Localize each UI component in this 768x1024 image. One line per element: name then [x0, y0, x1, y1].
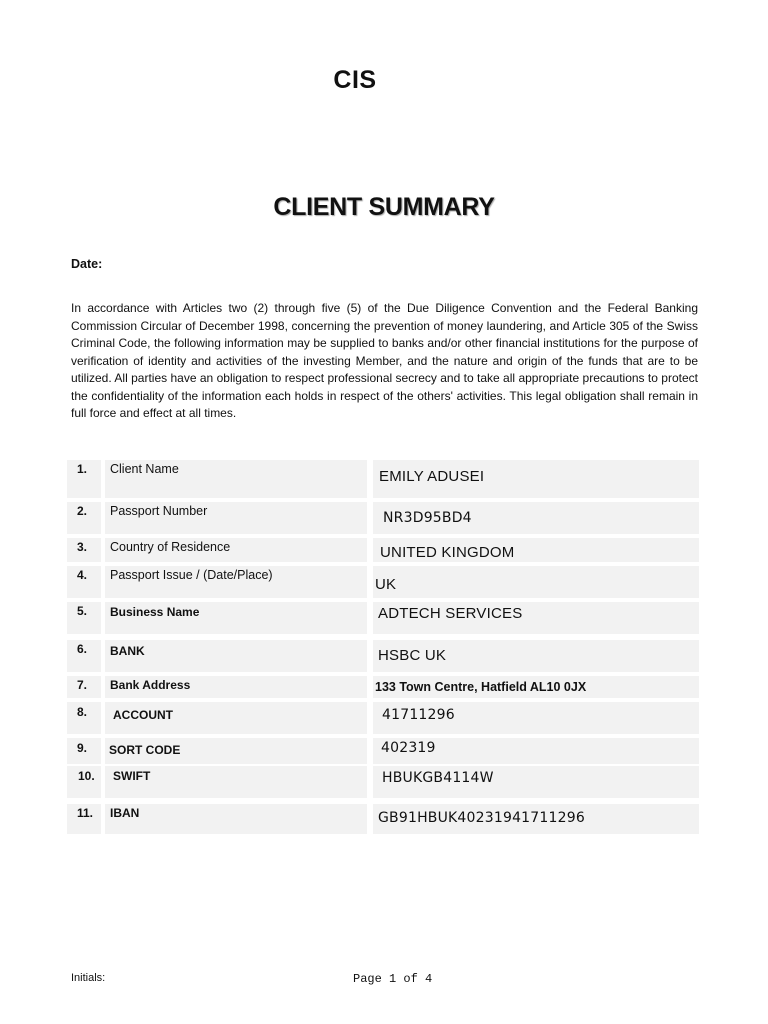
row-label: SWIFT — [113, 769, 151, 783]
row-number: 3. — [77, 540, 88, 554]
row-label: Passport Number — [110, 504, 208, 518]
row-label: ACCOUNT — [113, 708, 173, 722]
row-value: GB91HBUK40231941711296 — [378, 810, 585, 826]
row-label: BANK — [110, 644, 145, 658]
org-heading: CIS — [333, 66, 377, 94]
table-row — [67, 738, 699, 764]
table-row — [67, 502, 699, 534]
row-number: 11. — [77, 806, 94, 820]
row-label: Country of Residence — [110, 540, 231, 554]
row-label: Client Name — [110, 462, 179, 476]
table-row — [67, 566, 699, 598]
row-label: Passport Issue / (Date/Place) — [110, 568, 273, 582]
table-row — [67, 640, 699, 672]
intro-paragraph: In accordance with Articles two (2) through five (5) of the Due Diligence Convention and the Federal Banking Commission Circular of December 1998, concerning the prevention of money laundering, and Article 305 of the Swiss Criminal Code, the following information may be supplied to banks and/or other financial institutions for the purpose of verification of identity and activities of the investing Member, and the nature and origin of the funds that are to be utilized. All parties have an obligation to respect professional secrecy and to take all appropriate precautions to protect the confidentiality of the information each holds in respect of the others' activities. This legal obligation shall remain in full force and effect at all times. — [71, 301, 698, 420]
table-row — [67, 676, 699, 698]
row-value: 402319 — [381, 740, 436, 756]
page-number: Page 1 of 4 — [353, 972, 433, 986]
row-number: 4. — [77, 568, 88, 582]
row-number: 1. — [77, 462, 88, 476]
row-value: 41711296 — [382, 707, 455, 723]
row-value: HBUKGB4114W — [382, 770, 494, 786]
row-label: IBAN — [110, 806, 140, 820]
table-row — [67, 804, 699, 834]
row-value: UK — [375, 576, 397, 593]
row-value: 133 Town Centre, Hatfield AL10 0JX — [375, 680, 587, 694]
initials-label: Initials: — [71, 972, 106, 984]
table-row — [67, 538, 699, 562]
date-label: Date: — [71, 257, 103, 271]
row-number: 7. — [77, 678, 88, 692]
table-row — [67, 766, 699, 798]
row-value: ADTECH SERVICES — [378, 605, 523, 622]
row-number: 5. — [77, 604, 88, 618]
row-number: 2. — [77, 504, 88, 518]
document-title: CLIENT SUMMARY — [273, 193, 495, 221]
row-label: Business Name — [110, 605, 200, 619]
table-row — [67, 602, 699, 634]
row-value: UNITED KINGDOM — [380, 544, 515, 561]
row-value: HSBC UK — [378, 647, 447, 664]
row-number: 10. — [78, 769, 95, 783]
table-row — [67, 702, 699, 734]
row-value: NR3D95BD4 — [383, 510, 472, 526]
row-value: EMILY ADUSEI — [379, 468, 485, 485]
table-row — [67, 460, 699, 498]
row-number: 6. — [77, 642, 88, 656]
row-number: 8. — [77, 705, 88, 719]
row-label: Bank Address — [110, 678, 191, 692]
row-number: 9. — [77, 741, 88, 755]
row-label: SORT CODE — [109, 743, 181, 757]
